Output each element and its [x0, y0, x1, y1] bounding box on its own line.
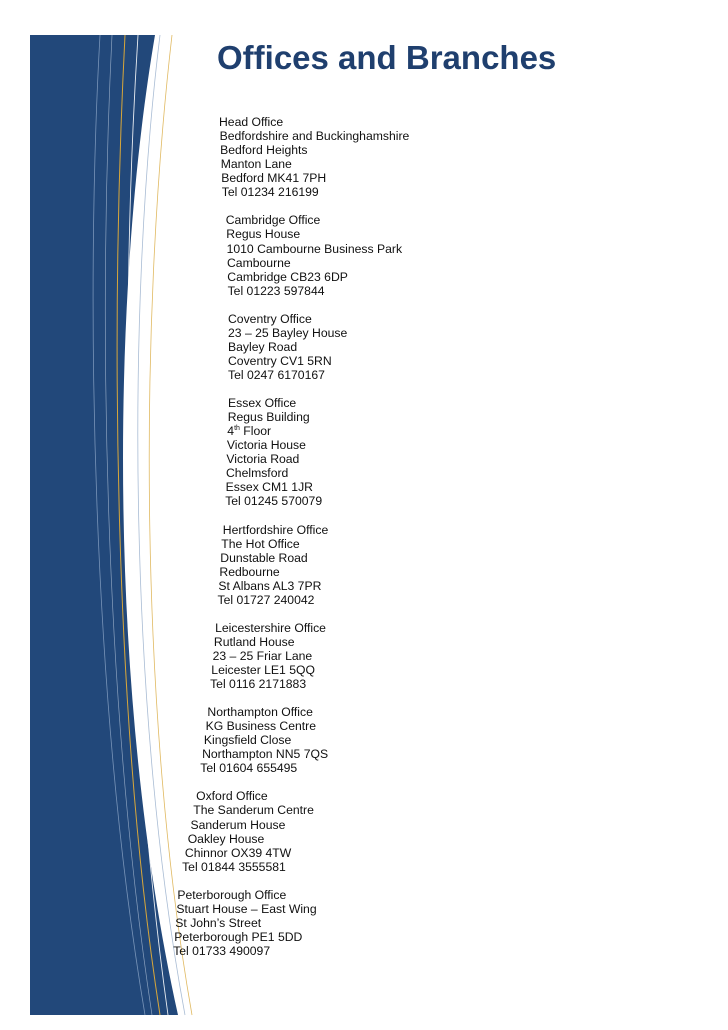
office-address-line: 1010 Cambourne Business Park	[226, 241, 403, 256]
office-name: Oxford Office	[196, 789, 268, 804]
office-address-line: The Hot Office	[221, 536, 300, 551]
office-address-line: 23 – 25 Bayley House	[228, 325, 348, 340]
office-name: Hertfordshire Office	[222, 522, 329, 537]
office-address-line: Manton Lane	[220, 157, 292, 172]
office-address-line: Stuart House – East Wing	[176, 901, 317, 916]
office-address-line: Chelmsford	[226, 466, 289, 481]
office-address-line: Cambridge CB23 6DP	[227, 269, 348, 284]
office-address-line: Bedford Heights	[220, 143, 308, 158]
office-address-line: Tel 01223 597844	[227, 283, 325, 298]
office-address-line: 4th Floor	[227, 424, 272, 439]
office-address-line: Kingsfield Close	[203, 733, 292, 748]
office-address-line: Coventry CV1 5RN	[228, 353, 332, 368]
office-name: Leicestershire Office	[215, 620, 326, 635]
office-address-line: St John’s Street	[175, 915, 262, 930]
office-address-line: Tel 01727 240042	[217, 592, 315, 607]
office-address-line: Rutland House	[213, 634, 295, 649]
office-address-line: Tel 01234 216199	[221, 185, 319, 200]
office-name: Northampton Office	[207, 705, 313, 720]
office-address-line: Oakley House	[187, 831, 265, 846]
office-address-line: Bedford MK41 7PH	[221, 171, 327, 186]
office-address-line: Sanderum House	[190, 817, 286, 832]
office-address-line: Victoria House	[226, 438, 306, 453]
office-address-line: St Albans AL3 7PR	[218, 578, 322, 593]
office-address-line: Tel 01844 3555581	[182, 859, 286, 874]
office-address-line: Bayley Road	[228, 339, 298, 354]
office-address-line: The Sanderum Centre	[193, 803, 314, 818]
office-name: Head Office	[219, 115, 284, 129]
office-address-line: Chinnor OX39 4TW	[184, 845, 292, 860]
office-address-line: Northampton NN5 7QS	[202, 747, 329, 762]
office-address-line: 23 – 25 Friar Lane	[212, 648, 313, 663]
office-address-line: Tel 01733 490097	[173, 943, 271, 958]
office-address-line: Peterborough PE1 5DD	[174, 929, 303, 944]
office-name: Peterborough Office	[177, 887, 287, 902]
office-address-line: Victoria Road	[226, 452, 300, 467]
office-address-line: Tel 0116 2171883	[210, 677, 307, 691]
page-title: Offices and Branches	[217, 39, 557, 76]
office-address-line: Regus House	[226, 227, 301, 242]
office-address-line: Tel 01604 655495	[200, 761, 298, 776]
office-address-line: Tel 0247 6170167	[228, 367, 325, 382]
office-address-line: Dunstable Road	[220, 550, 308, 565]
office-name: Coventry Office	[228, 311, 312, 326]
office-address-line: Essex CM1 1JR	[225, 480, 313, 495]
office-name: Essex Office	[228, 396, 297, 410]
office-address-line: Bedfordshire and Buckinghamshire	[219, 129, 410, 144]
office-address-line: Regus Building	[227, 410, 310, 425]
office-name: Cambridge Office	[225, 213, 321, 228]
office-address-line: KG Business Centre	[205, 719, 317, 734]
office-address-line: Tel 01245 570079	[225, 494, 323, 509]
office-address-line: Cambourne	[227, 255, 291, 270]
office-address-line: Redbourne	[219, 564, 280, 579]
office-address-line: Leicester LE1 5QQ	[211, 662, 315, 677]
